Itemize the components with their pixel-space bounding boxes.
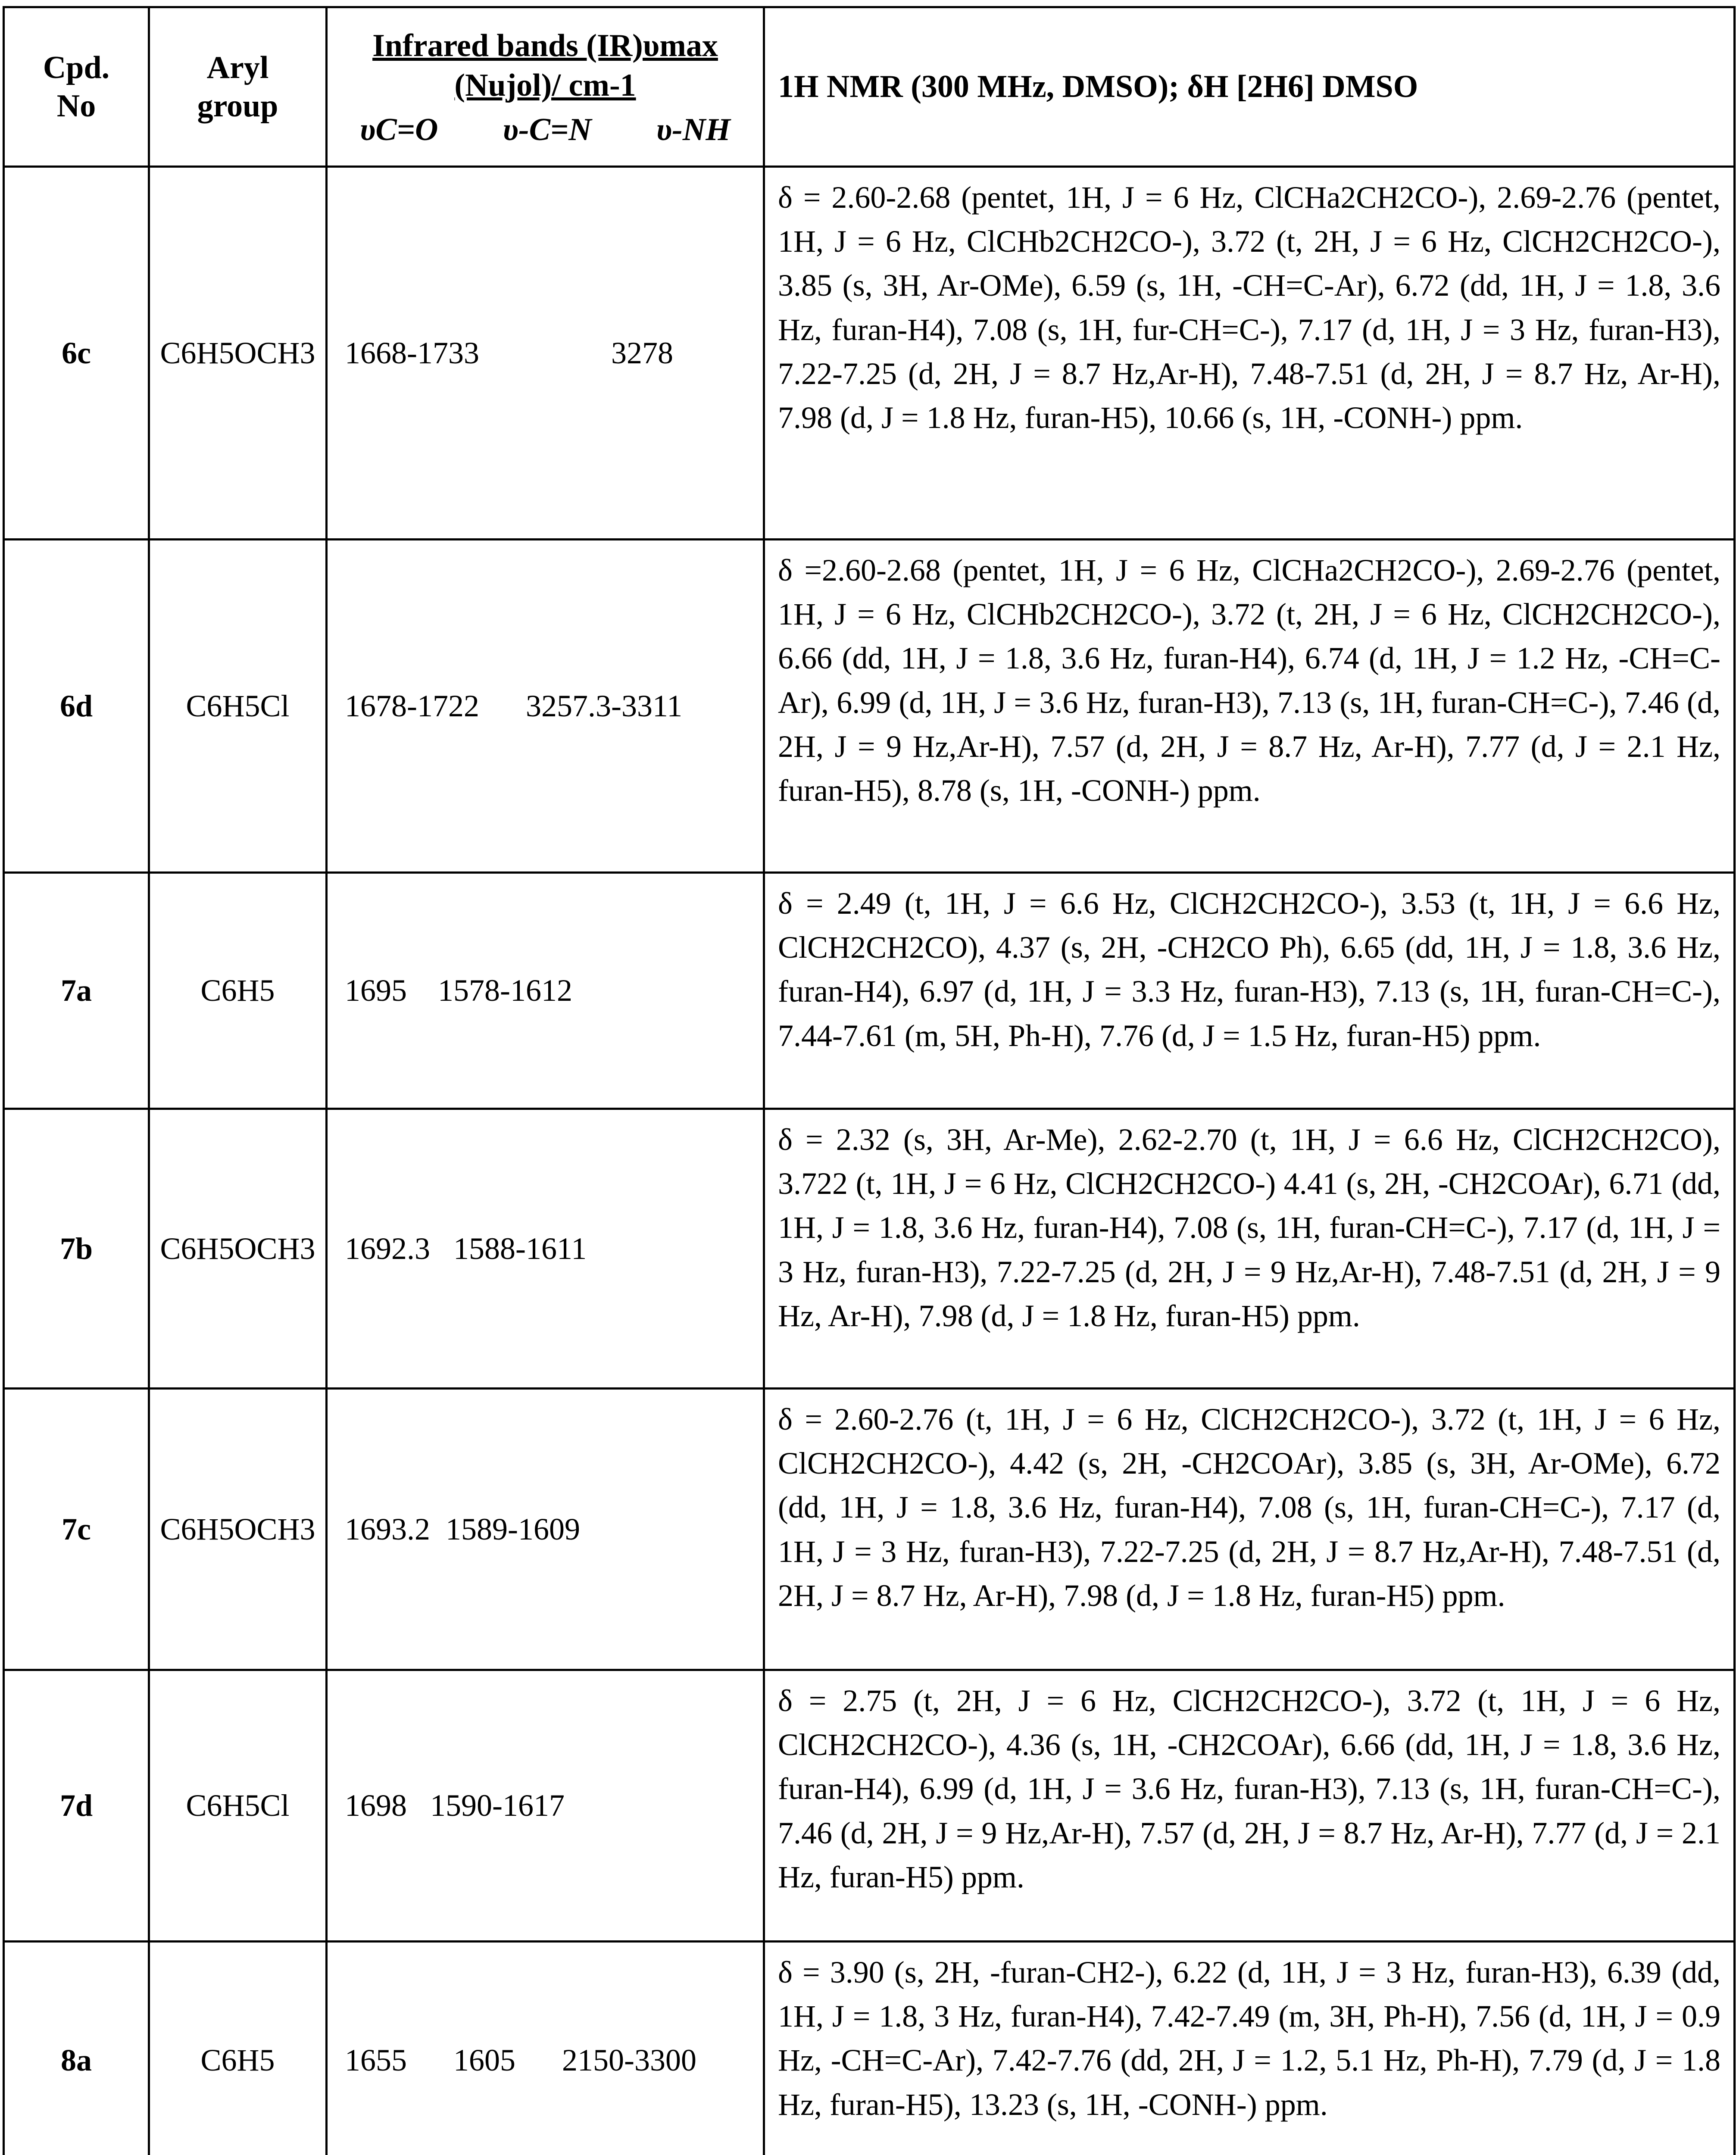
table-row [4,1942,1735,2155]
nmr-cell: δ =2.60-2.68 (pentet, 1H, J = 6 Hz, ClCHa2CH2CO-), 2.69-2.76 (pentet, 1H, J = 6 Hz, ClCHb2CH2CO-), 3.72 (t, 2H, J = 6 Hz, ClCH2CH2CO-), 6.66 (dd, 1H, J = 1.8, 3.6 Hz, furan-H4), 6.74 (d, 1H, J = 1.2 Hz, -CH=C-Ar), 6.99 (d, 1H, J = 3.6 Hz, furan-H3), 7.13 (s, 1H, furan-CH=C-), 7.46 (d, 2H, J = 9 Hz,Ar-H), 7.57 (d, 2H, J = 8.7 Hz, Ar-H), 7.77 (d, J = 2.1 Hz, furan-H5), 8.78 (s, 1H, -CONH-) ppm. [764,540,1735,873]
ir-cell: 1693.2 1589-1609 [327,1389,764,1670]
table-row [4,1109,1735,1389]
cpd-cell: 7d [4,1670,149,1942]
ir-cell: 1655 1605 2150-3300 [327,1942,764,2155]
aryl-cell: C6H5OCH3 [149,167,327,540]
header-ir-title-line1: Infrared bands (IR)υmax [372,28,718,63]
cpd-cell: 7c [4,1389,149,1670]
header-ir-title-line2: (Nujol)/ cm-1 [454,68,636,103]
ir-cell: 1692.3 1588-1611 [327,1109,764,1389]
nmr-cell: δ = 2.60-2.76 (t, 1H, J = 6 Hz, ClCH2CH2CO-), 3.72 (t, 1H, J = 6 Hz, ClCH2CH2CO-), 4.42 (s, 2H, -CH2COAr), 3.85 (s, 3H, Ar-OMe), 6.72 (dd, 1H, J = 1.8, 3.6 Hz, furan-H4), 7.08 (s, 1H, furan-CH=C-), 7.17 (d, 1H, J = 3 Hz, furan-H3), 7.22-7.25 (d, 2H, J = 8.7 Hz,Ar-H), 7.48-7.51 (d, 2H, J = 8.7 Hz, Ar-H), 7.98 (d, J = 1.8 Hz, furan-H5) ppm. [764,1389,1735,1670]
ir-cell: 1695 1578-1612 [327,873,764,1109]
header-nmr: 1H NMR (300 MHz, DMSO); δH [2H6] DMSO [764,7,1735,167]
header-group-label: group [197,88,278,124]
table-row [4,873,1735,1109]
aryl-cell: C6H5Cl [149,540,327,873]
table-row [4,540,1735,873]
aryl-cell: C6H5OCH3 [149,1389,327,1670]
table-row [4,1389,1735,1670]
header-ir-nh: υ-NH [656,112,731,147]
ir-cell: 1698 1590-1617 [327,1670,764,1942]
ir-cell: 1668-1733 3278 [327,167,764,540]
header-ir-title [328,26,763,106]
ir-cell: 1678-1722 3257.3-3311 [327,540,764,873]
nmr-cell: δ = 2.75 (t, 2H, J = 6 Hz, ClCH2CH2CO-), 3.72 (t, 1H, J = 6 Hz, ClCH2CH2CO-), 4.36 (s, 1H, -CH2COAr), 6.66 (dd, 1H, J = 1.8, 3.6 Hz, furan-H4), 6.99 (d, 1H, J = 3.6 Hz, furan-H3), 7.13 (s, 1H, furan-CH=C-), 7.46 (d, 2H, J = 9 Hz,Ar-H), 7.57 (d, 2H, J = 8.7 Hz, Ar-H), 7.77 (d, J = 2.1 Hz, furan-H5) ppm. [764,1670,1735,1942]
nmr-cell: δ = 3.90 (s, 2H, -furan-CH2-), 6.22 (d, 1H, J = 3 Hz, furan-H3), 6.39 (dd, 1H, J = 1.8, 3 Hz, furan-H4), 7.42-7.49 (m, 3H, Ph-H), 7.56 (d, 1H, J = 0.9 Hz, -CH=C-Ar), 7.42-7.76 (dd, 2H, J = 1.2, 5.1 Hz, Ph-H), 7.79 (d, J = 1.8 Hz, furan-H5), 13.23 (s, 1H, -CONH-) ppm. [764,1942,1735,2155]
aryl-cell: C6H5 [149,873,327,1109]
cpd-cell: 7a [4,873,149,1109]
header-aryl-label: Aryl [206,50,269,85]
header-ir-co: υC=O [360,112,438,147]
header-ir-cn: υ-C=N [503,112,592,147]
header-cpd-label: Cpd. [43,50,110,85]
aryl-cell: C6H5 [149,1942,327,2155]
header-aryl-group [149,7,327,167]
table-header-row [4,7,1735,167]
table-row [4,167,1735,540]
table-row [4,1670,1735,1942]
nmr-cell: δ = 2.49 (t, 1H, J = 6.6 Hz, ClCH2CH2CO-), 3.53 (t, 1H, J = 6.6 Hz, ClCH2CH2CO), 4.37 (s, 2H, -CH2CO Ph), 6.65 (dd, 1H, J = 1.8, 3.6 Hz, furan-H4), 6.97 (d, 1H, J = 3.3 Hz, furan-H3), 7.13 (s, 1H, furan-CH=C-), 7.44-7.61 (m, 5H, Ph-H), 7.76 (d, J = 1.5 Hz, furan-H5) ppm. [764,873,1735,1109]
header-ir-subcolumns [328,112,763,148]
header-no-label: No [56,88,96,124]
nmr-cell: δ = 2.32 (s, 3H, Ar-Me), 2.62-2.70 (t, 1H, J = 6.6 Hz, ClCH2CH2CO), 3.722 (t, 1H, J = 6 Hz, ClCH2CH2CO-) 4.41 (s, 2H, -CH2COAr), 6.71 (dd, 1H, J = 1.8, 3.6 Hz, furan-H4), 7.08 (s, 1H, furan-CH=C-), 7.17 (d, 1H, J = 3 Hz, furan-H3), 7.22-7.25 (d, 2H, J = 9 Hz,Ar-H), 7.48-7.51 (d, 2H, J = 9 Hz, Ar-H), 7.98 (d, J = 1.8 Hz, furan-H5) ppm. [764,1109,1735,1389]
spectral-data-table [3,6,1736,2155]
header-ir [327,7,764,167]
cpd-cell: 6d [4,540,149,873]
header-cpd-no [4,7,149,167]
cpd-cell: 8a [4,1942,149,2155]
aryl-cell: C6H5OCH3 [149,1109,327,1389]
nmr-cell: δ = 2.60-2.68 (pentet, 1H, J = 6 Hz, ClCHa2CH2CO-), 2.69-2.76 (pentet, 1H, J = 6 Hz, ClCHb2CH2CO-), 3.72 (t, 2H, J = 6 Hz, ClCH2CH2CO-), 3.85 (s, 3H, Ar-OMe), 6.59 (s, 1H, -CH=C-Ar), 6.72 (dd, 1H, J = 1.8, 3.6 Hz, furan-H4), 7.08 (s, 1H, fur-CH=C-), 7.17 (d, 1H, J = 3 Hz, furan-H3), 7.22-7.25 (d, 2H, J = 8.7 Hz,Ar-H), 7.48-7.51 (d, 2H, J = 8.7 Hz, Ar-H), 7.98 (d, J = 1.8 Hz, furan-H5), 10.66 (s, 1H, -CONH-) ppm. [764,167,1735,540]
cpd-cell: 6c [4,167,149,540]
cpd-cell: 7b [4,1109,149,1389]
aryl-cell: C6H5Cl [149,1670,327,1942]
